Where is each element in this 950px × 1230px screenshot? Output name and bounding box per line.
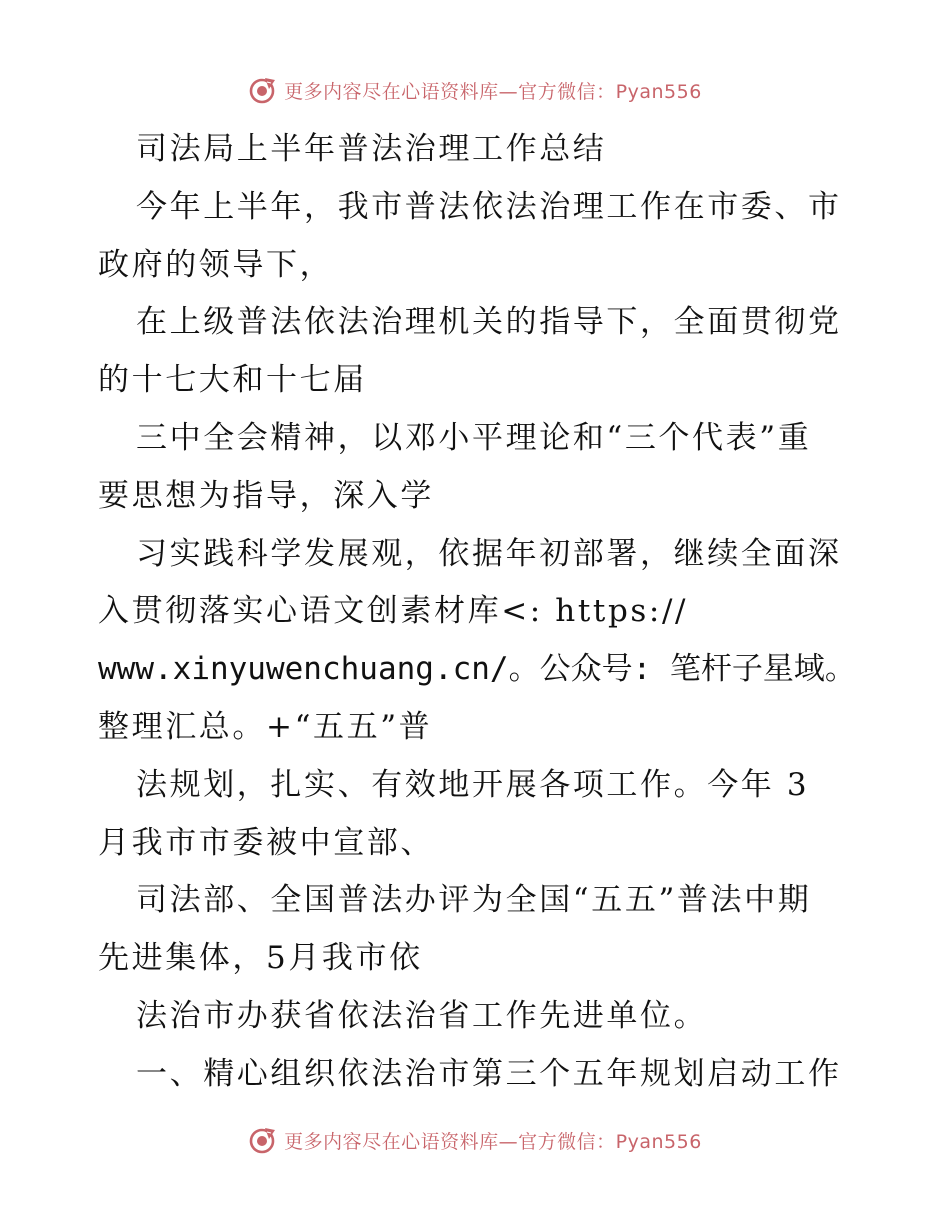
paragraph-line: 今年上半年，我市普法依法治理工作在市委、市 bbox=[136, 188, 842, 225]
paragraph-line: 月我市市委被中宣部、 bbox=[98, 824, 434, 861]
paragraph-line: 司法部、全国普法办评为全国“五五”普法中期 bbox=[136, 882, 812, 919]
paragraph-line: 要思想为指导，深入学 bbox=[98, 477, 434, 514]
paragraph-line: 三中全会精神，以邓小平理论和“三个代表”重 bbox=[136, 419, 812, 456]
pen-in-circle-logo-icon bbox=[248, 1125, 278, 1155]
paragraph-line: 习实践科学发展观，依据年初部署，继续全面深 bbox=[136, 535, 842, 572]
banner-text: 更多内容尽在心语资料库—官方微信：Pyan556 bbox=[284, 80, 702, 103]
section-heading: 一、精心组织依法治市第三个五年规划启动工作 bbox=[136, 1055, 842, 1092]
paragraph-line: 在上级普法依法治理机关的指导下，全面贯彻党 bbox=[136, 304, 842, 341]
paragraph-line: 整理汇总。+“五五”普 bbox=[98, 708, 433, 745]
document-title: 司法局上半年普法治理工作总结 bbox=[136, 131, 607, 167]
header-banner bbox=[0, 70, 950, 110]
banner-text: 更多内容尽在心语资料库—官方微信：Pyan556 bbox=[284, 1130, 702, 1153]
pen-in-circle-logo-icon bbox=[248, 75, 278, 105]
paragraph-line: 法规划，扎实、有效地开展各项工作。今年 3 bbox=[136, 766, 810, 803]
paragraph-line: 入贯彻落实心语文创素材库<: https:// bbox=[98, 593, 689, 630]
paragraph-line-url: www.xinyuwenchuang.cn/。公众号: 笔杆子星域。 bbox=[98, 651, 856, 688]
paragraph-line: 法治市办获省依法治省工作先进单位。 bbox=[136, 997, 708, 1034]
paragraph-line: 先进集体，5月我市依 bbox=[98, 940, 423, 977]
paragraph-line: 的十七大和十七届 bbox=[98, 362, 367, 399]
footer-banner bbox=[0, 1120, 950, 1160]
paragraph-line: 政府的领导下， bbox=[98, 246, 334, 283]
document-body bbox=[98, 121, 858, 1104]
